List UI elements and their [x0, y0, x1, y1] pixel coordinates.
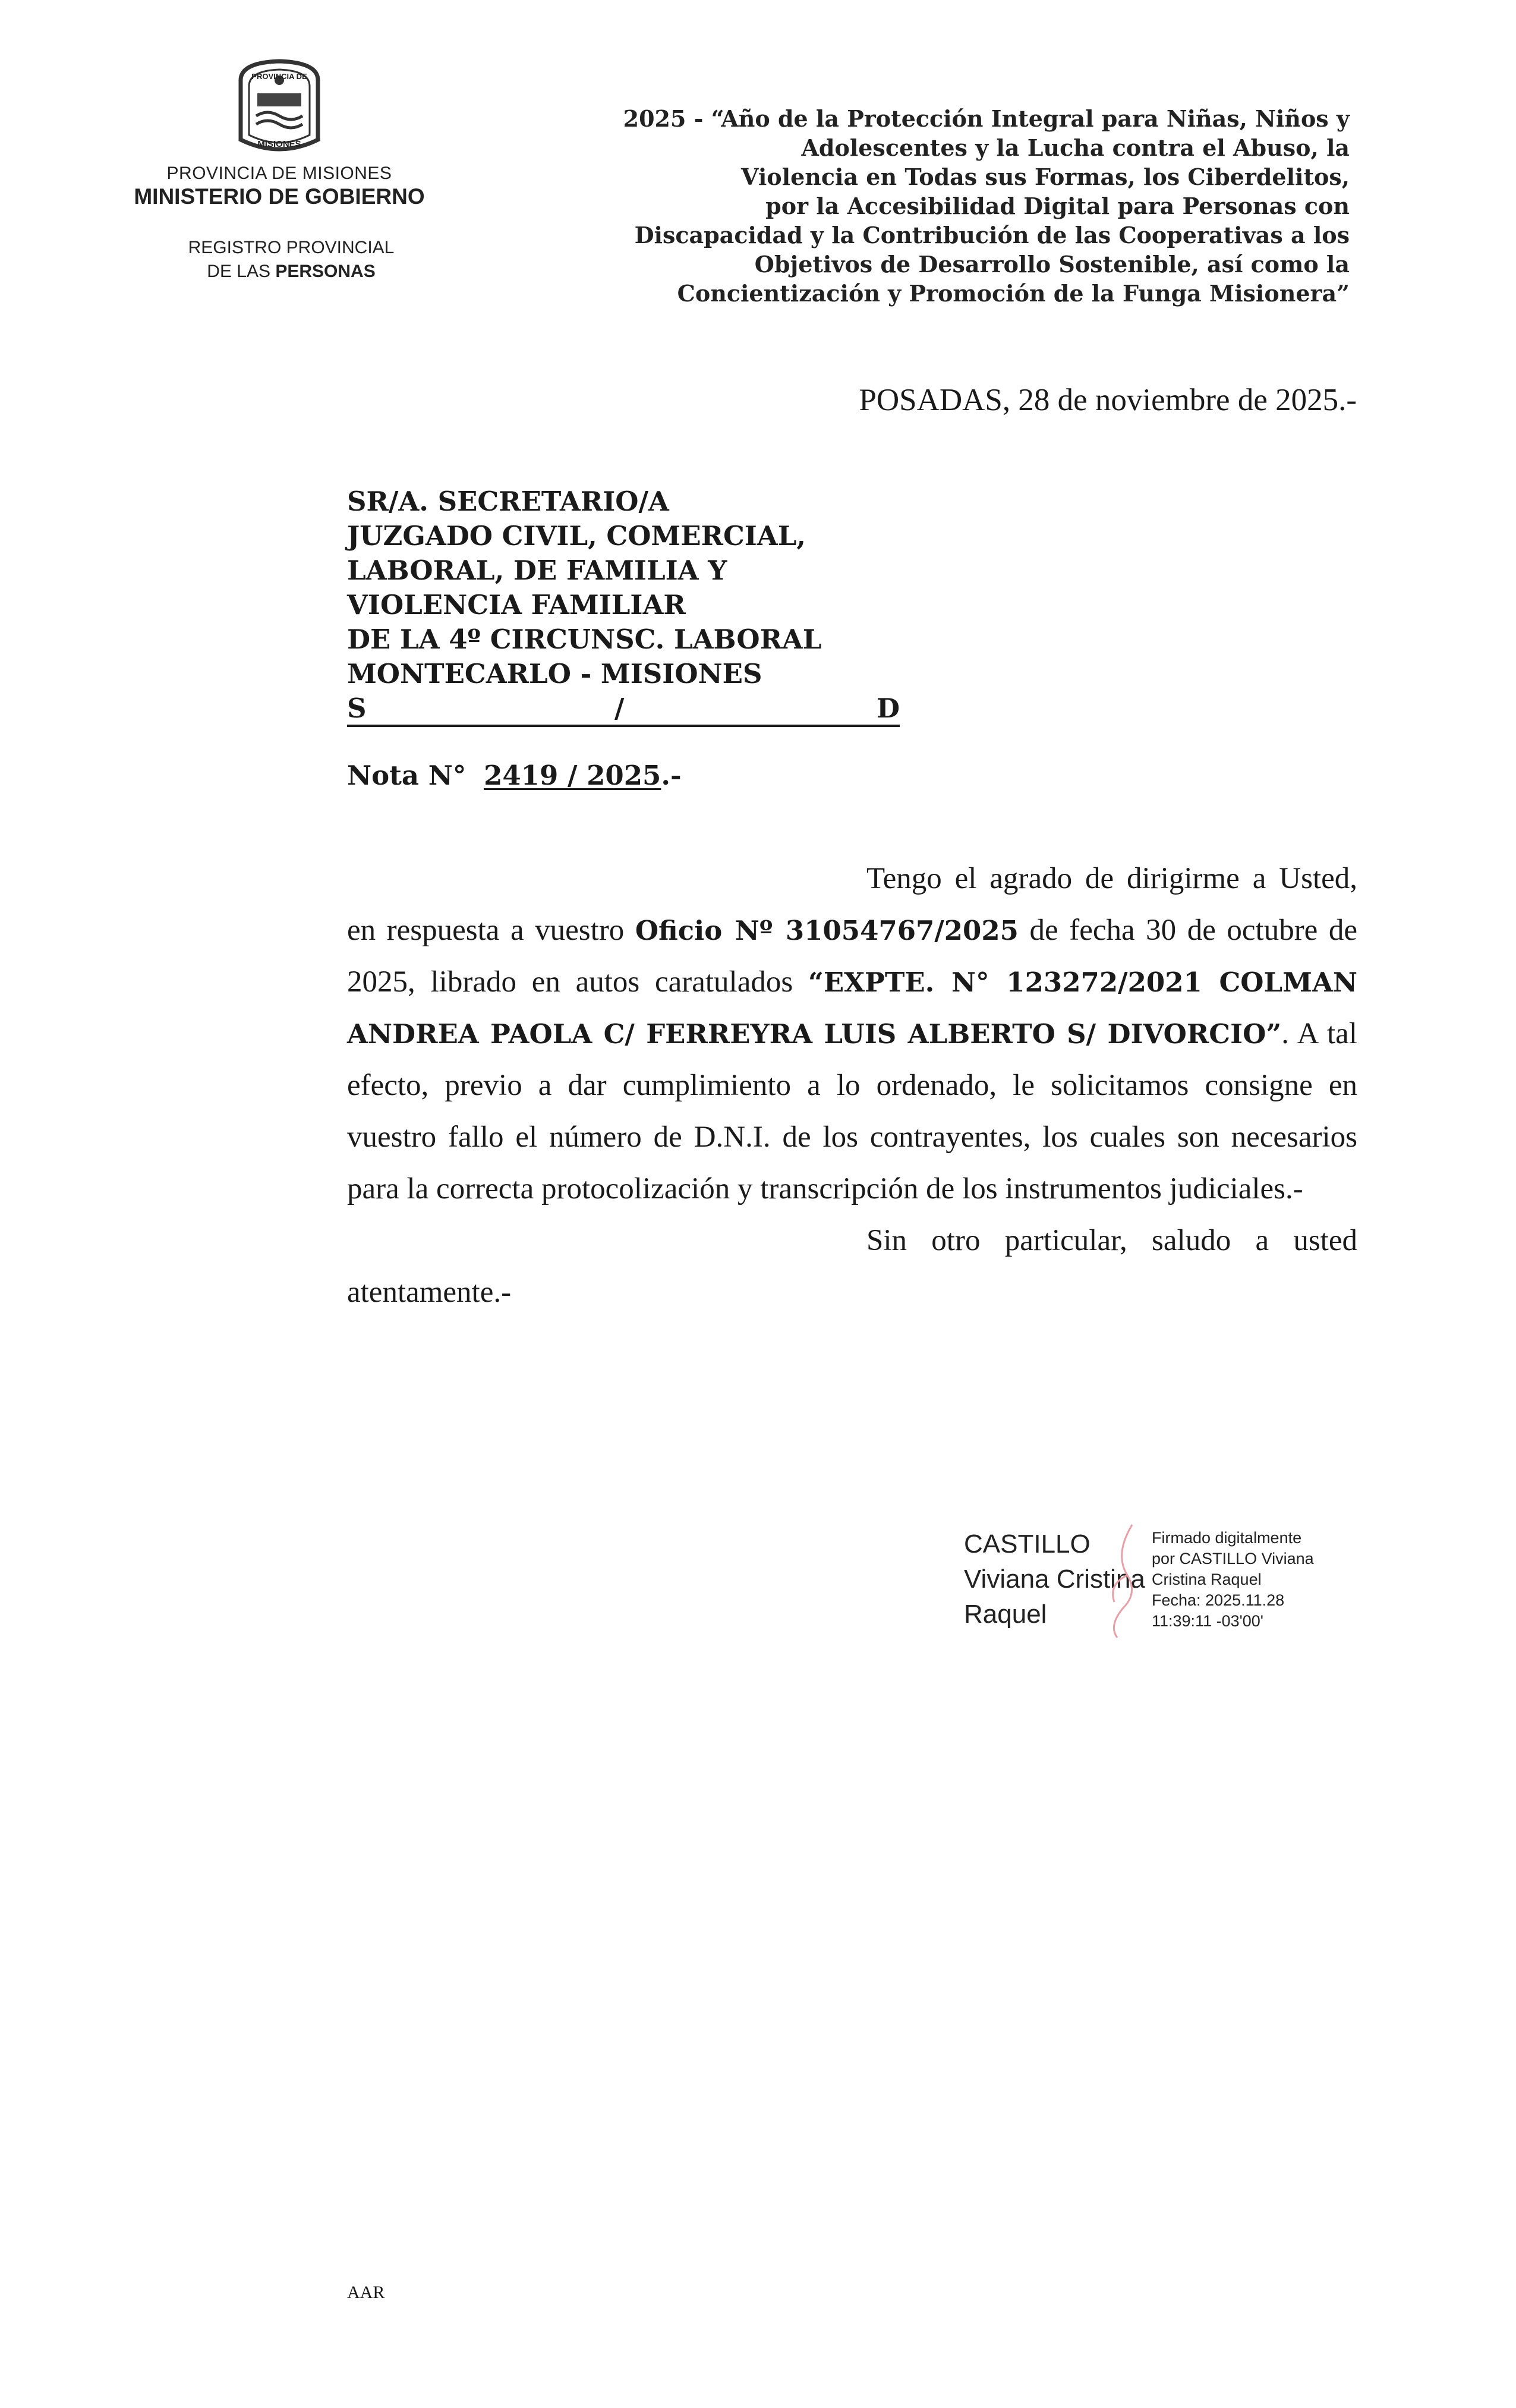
nota-number — [347, 760, 682, 791]
recipient-line: VIOLENCIA FAMILIAR — [347, 589, 686, 621]
case-title: “EXPTE. N° 123272/2021 COLMAN ANDREA PAOLA C/ FERREYRA LUIS ALBERTO S/ DIVORCIO” — [347, 967, 1357, 1050]
nota-suffix: .- — [661, 760, 682, 791]
signature-scribble-icon — [1090, 1519, 1156, 1644]
motto-line: 2025 - “Año de la Protección Integral para Niñas, Niños y — [623, 105, 1350, 132]
registry-bold: PERSONAS — [275, 262, 376, 281]
recipient-line: MONTECARLO - MISIONES — [347, 658, 762, 690]
motto-line: Adolescentes y la Lucha contra el Abuso, la — [801, 134, 1350, 161]
letterhead — [131, 56, 428, 306]
su-despacho-line — [347, 691, 900, 727]
body-text: de fecha 30 de octubre de 2025, librado en autos caratulados — [347, 914, 1357, 999]
sd-s: S — [347, 693, 367, 724]
body-text: . A tal efecto, previo a dar cumplimiento a lo ordenado, le solicitamos consigne en vuestro fallo el número de D.N.I. de los contrayentes, los cuales son necesarios para la correcta protocolización y transcripción de los instrumentos judiciales.- — [347, 1017, 1357, 1205]
oficio-reference: Oficio Nº 31054767/2025 — [635, 915, 1019, 946]
signature-meta-line: Cristina Raquel — [1152, 1570, 1262, 1588]
signature-meta-line: Firmado digitalmente — [1152, 1529, 1302, 1547]
letterhead-registry-line2 — [131, 262, 452, 282]
motto-line: Concientización y Promoción de la Funga Misionera” — [677, 280, 1350, 307]
body-paragraph-1 — [347, 853, 1357, 1215]
signer-name-line: Viviana Cristina — [964, 1565, 1145, 1594]
sd-d: D — [876, 693, 900, 724]
signature-meta-line: por CASTILLO Viviana — [1152, 1550, 1314, 1567]
provincia-de-misiones-crest — [223, 56, 336, 160]
letterhead-ministry: MINISTERIO DE GOBIERNO — [134, 184, 425, 209]
recipient-line: JUZGADO CIVIL, COMERCIAL, — [347, 520, 806, 552]
nota-label: Nota N° — [347, 760, 467, 791]
place-date: POSADAS, 28 de noviembre de 2025.- — [859, 383, 1357, 417]
recipient-line: LABORAL, DE FAMILIA Y — [347, 555, 727, 586]
signature-meta-line: 11:39:11 -03'00' — [1152, 1612, 1263, 1630]
signature-meta-line: Fecha: 2025.11.28 — [1152, 1591, 1285, 1609]
recipient-line: DE LA 4º CIRCUNSC. LABORAL — [347, 624, 822, 655]
signer-name-line: Raquel — [964, 1600, 1047, 1629]
letter-body — [347, 853, 1357, 1318]
crest-bottom-text: MISIONES — [257, 139, 301, 149]
crest-top-text: PROVINCIA DE — [251, 72, 307, 81]
letterhead-province: PROVINCIA DE MISIONES — [166, 163, 392, 183]
body-text: Tengo el agrado de dirigirme a Usted, en respuesta a vuestro — [347, 862, 1357, 947]
signer-name-line: CASTILLO — [964, 1529, 1090, 1559]
typist-initials: AAR — [347, 2283, 385, 2302]
registry-prefix: DE LAS — [207, 262, 276, 281]
nota-value: 2419 / 2025 — [484, 760, 661, 791]
motto-line: Discapacidad y la Contribución de las Cooperativas a los — [634, 222, 1350, 248]
motto-line: Violencia en Todas sus Formas, los Ciberdelitos, — [741, 163, 1350, 190]
recipient-block — [347, 484, 900, 727]
digital-signature-info — [1152, 1528, 1314, 1632]
motto-line: Objetivos de Desarrollo Sostenible, así como la — [754, 251, 1350, 278]
recipient-line: SR/A. SECRETARIO/A — [347, 486, 669, 517]
motto-line: por la Accesibilidad Digital para Personas con — [765, 193, 1350, 219]
body-paragraph-2: Sin otro particular, saludo a usted atentamente.- — [347, 1224, 1357, 1309]
sd-slash: / — [614, 693, 625, 724]
year-motto — [553, 104, 1350, 308]
letterhead-registry-line1: REGISTRO PROVINCIAL — [188, 238, 395, 257]
